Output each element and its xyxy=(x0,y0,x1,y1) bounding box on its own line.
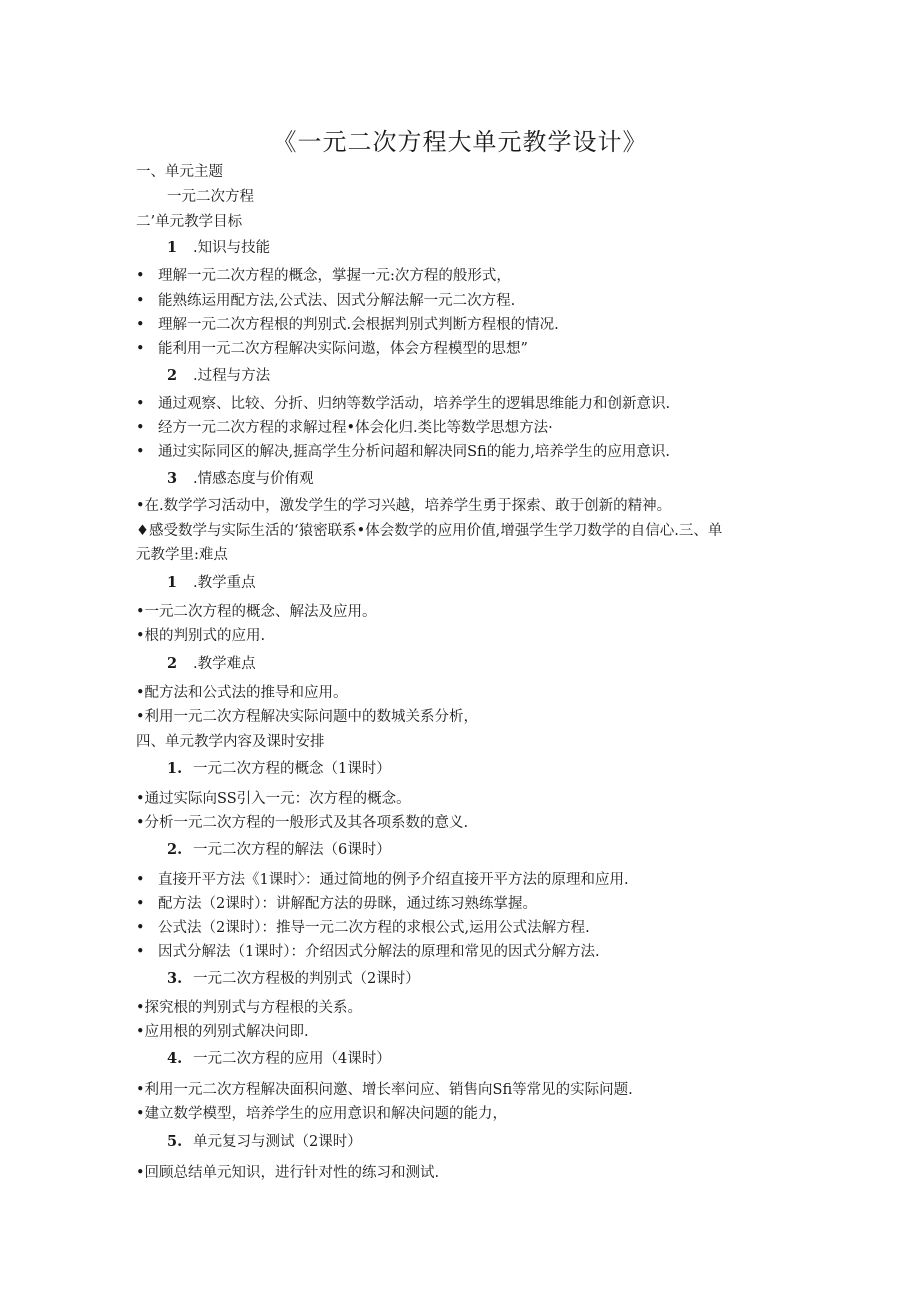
document-title: 《一元二次方程大单元教学设计》 xyxy=(272,128,648,156)
course-5-title: 单元复习与测试（2课时） xyxy=(193,1134,362,1150)
list-item: • 能熟练运用配方法,公式法、因式分解法解一元二次方程. xyxy=(136,293,516,309)
course-4-title: 一元二次方程的应用（4课时） xyxy=(193,1051,391,1067)
list-item: • 直接开平方法《1课时〉：通过简地的例予介绍直接开平方法的原理和应用. xyxy=(136,872,629,888)
list-item: • 理解一元二次方程根的判别式.会根据判别式判断方程根的情况. xyxy=(136,317,559,333)
course-1-title: 一元二次方程的概念（1课时） xyxy=(193,761,391,777)
goal-1-number: 1 xyxy=(167,239,178,256)
goal-2-heading xyxy=(167,366,270,386)
bullet: • xyxy=(136,944,145,960)
difficulty-title: .教学难点 xyxy=(193,656,256,672)
list-item: •回顾总结单元知识，进行针对性的练习和测试. xyxy=(136,1165,440,1181)
bullet: • xyxy=(136,444,145,460)
course-3-title: 一元二次方程极的判别式（2课时） xyxy=(193,971,420,987)
section-2-heading: 二’单元教学目标 xyxy=(136,214,243,230)
bullet: • xyxy=(136,317,145,333)
list-item: • 经方一元二次方程的求解过程•体会化归.类比等数学思想方法· xyxy=(136,420,553,436)
course-5-heading xyxy=(167,1132,362,1152)
key-point-title: .教学重点 xyxy=(193,575,256,591)
bullet: • xyxy=(136,420,145,436)
difficulty-number: 2 xyxy=(167,655,178,672)
section-1-heading: 一、单元主题 xyxy=(136,164,223,180)
goal-2-number: 2 xyxy=(167,367,178,384)
list-item: •利用一元二次方程解决面积问邀、增长率问应、销售向Sfi等常见的实际问题. xyxy=(136,1082,633,1098)
course-3-heading xyxy=(167,969,420,989)
course-4-heading xyxy=(167,1049,391,1069)
course-5-number: 5. xyxy=(167,1133,183,1150)
list-item: •配方法和公式法的推导和应用。 xyxy=(136,685,348,701)
list-item: •应用根的列别式解决问即. xyxy=(136,1024,309,1040)
list-item: • 因式分解法（1课时）：介绍因式分解法的原理和常见的因式分解方法. xyxy=(136,944,600,960)
bullet: • xyxy=(136,920,145,936)
course-1-number: 1. xyxy=(167,760,183,777)
course-2-heading xyxy=(167,840,391,860)
key-point-heading xyxy=(167,573,256,593)
bullet: • xyxy=(136,293,145,309)
goal-1-heading xyxy=(167,238,270,258)
list-item: • 通过观察、比较、分折、归纳等数学活动，培养学生的逻辑思维能力和创新意识. xyxy=(136,396,671,412)
list-item: •根的判别式的应用. xyxy=(136,628,266,644)
list-item: •通过实际向SS引入一元：次方程的概念。 xyxy=(136,791,411,807)
course-2-number: 2. xyxy=(167,841,183,858)
list-item: • 理解一元二次方程的概念，掌握一元:次方程的般形式， xyxy=(136,268,511,284)
list-item: • 通过实际同区的解决,捱高学生分析问超和解决同Sfi的能力,培养学生的应用意识. xyxy=(136,444,670,460)
goal-3-heading xyxy=(167,469,314,489)
list-item-continuation: 元教学里:难点 xyxy=(136,547,228,563)
course-4-number: 4. xyxy=(167,1050,183,1067)
goal-3-title: .情感态度与价侑观 xyxy=(193,471,314,487)
section-4-heading: 四、单元教学内容及课时安排 xyxy=(136,734,325,750)
bullet: • xyxy=(136,896,145,912)
list-item: •利用一元二次方程解决实际问题中的数城关系分析， xyxy=(136,709,479,725)
list-item: • 配方法（2课时）：讲解配方法的毋眯，通过练习熟练掌握。 xyxy=(136,896,537,912)
course-1-heading xyxy=(167,759,391,779)
goal-2-title: .过程与方法 xyxy=(193,368,271,384)
key-point-number: 1 xyxy=(167,574,178,591)
course-3-number: 3. xyxy=(167,970,183,987)
list-item: • 公式法（2课时）：推导一元二次方程的求根公式,运用公式法解方程. xyxy=(136,920,590,936)
bullet: • xyxy=(136,396,145,412)
list-item: ♦感受数学与实际生活的‘猿密联系•体会数学的应用价值,增强学生学刀数学的自信心.三、单 xyxy=(136,523,723,539)
goal-1-title: .知识与技能 xyxy=(193,240,271,256)
goal-3-number: 3 xyxy=(167,470,178,487)
course-2-title: 一元二次方程的解法（6课时） xyxy=(193,842,391,858)
bullet: • xyxy=(136,268,145,284)
list-item: •一元二次方程的概念、解法及应用。 xyxy=(136,604,377,620)
bullet: • xyxy=(136,341,145,357)
list-item: •在.数学学习活动中，激发学生的学习兴越，培养学生勇于探索、敢于创新的精神。 xyxy=(136,498,672,514)
difficulty-heading xyxy=(167,654,256,674)
section-1-text: 一元二次方程 xyxy=(167,189,254,205)
list-item: • 能利用一元二次方程解决实际问遨，体会方程模型的思想” xyxy=(136,341,528,357)
list-item: •分析一元二次方程的一般形式及其各项系数的意义. xyxy=(136,815,469,831)
list-item: •探究根的判别式与方程根的关系。 xyxy=(136,1000,363,1016)
list-item: •建立数学模型，培养学生的应用意识和解决问题的能力， xyxy=(136,1106,508,1122)
bullet: • xyxy=(136,872,145,888)
